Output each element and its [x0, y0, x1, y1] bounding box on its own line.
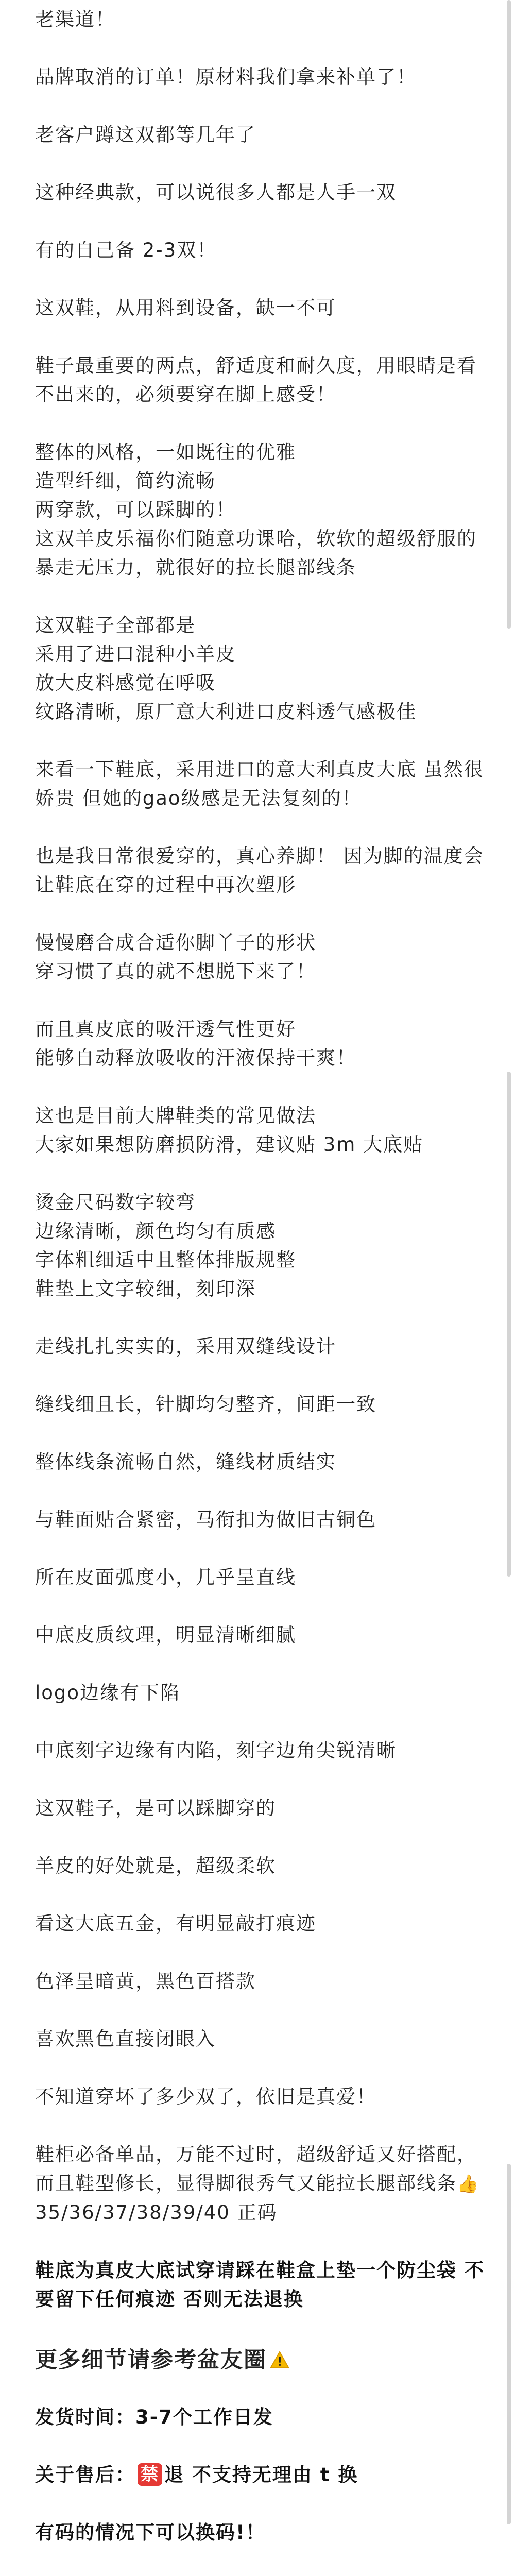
paragraph: 中底刻字边缘有内陷，刻字边角尖锐清晰	[35, 1739, 397, 1761]
more-details-heading: 更多细节请参考盆友圈	[35, 2343, 494, 2374]
thumbs-up-emoji: 👍	[457, 2174, 480, 2194]
paragraph: 色泽呈暗黄，黑色百搭款	[35, 1970, 256, 1992]
paragraph: 这种经典款，可以说很多人都是人手一双	[35, 181, 397, 204]
warning-icon	[270, 2351, 289, 2368]
forbidden-badge: 禁	[138, 2463, 162, 2486]
scrollbar-upper[interactable]	[507, 0, 511, 629]
after-sale-policy: 关于售后： 禁 退 不支持无理由 t 换	[35, 2464, 358, 2486]
exchange-note: 有码的情况下可以换码!！	[35, 2521, 266, 2544]
paragraph: 有的自己备 2-3双！	[35, 239, 217, 261]
paragraph: 鞋子最重要的两点，舒适度和耐久度，用眼睛是看不出来的，必须要穿在脚上感受！	[35, 354, 477, 405]
paragraph: 整体的风格，一如既往的优雅 造型纤细，简约流畅 两穿款，可以踩脚的！ 这双羊皮乐福你们随意功课哈，软软的超级舒服的 暴走无压力，就很好的拉长腿部线条	[35, 441, 477, 579]
paragraph: 而且真皮底的吸汗透气性更好 能够自动释放吸收的汗液保持干爽！	[35, 1018, 356, 1069]
paragraph: 这也是目前大牌鞋类的常见做法 大家如果想防磨损防滑，建议贴 3m 大底贴	[35, 1105, 424, 1156]
description-paragraphs	[35, 5, 494, 2111]
try-on-note: 鞋底为真皮大底试穿请踩在鞋盒上垫一个防尘袋 不要留下任何痕迹 否则无法退换	[35, 2259, 485, 2310]
scrollbar-lower[interactable]	[507, 2164, 511, 2524]
shipping-time: 发货时间：3-7个工作日发	[35, 2406, 273, 2428]
paragraph: 老客户蹲这双都等几年了	[35, 124, 256, 146]
paragraph: 缝线细且长，针脚均匀整齐，间距一致	[35, 1393, 376, 1415]
paragraph: 品牌取消的订单！原材料我们拿来补单了！	[35, 66, 417, 88]
paragraph: 所在皮面弧度小，几乎呈直线	[35, 1566, 296, 1588]
paragraph: 羊皮的好处就是，超级柔软	[35, 1855, 276, 1877]
paragraph: 慢慢磨合成合适你脚丫子的形状 穿习惯了真的就不想脱下来了！	[35, 931, 316, 982]
paragraph: 中底皮质纹理，明显清晰细腻	[35, 1624, 296, 1646]
paragraph: 来看一下鞋底，采用进口的意大利真皮大底 虽然很娇贵 但她的gao级感是无法复刻的！	[35, 758, 484, 809]
paragraph: 走线扎扎实实的，采用双缝线设计	[35, 1335, 336, 1358]
paragraph: 与鞋面贴合紧密，马衔扣为做旧古铜色	[35, 1509, 376, 1531]
paragraph: 这双鞋子全部都是 采用了进口混种小羊皮 放大皮料感觉在呼吸 纹路清晰，原厂意大利进口皮料透气感极佳	[35, 614, 417, 723]
paragraph: 喜欢黑色直接闭眼入	[35, 2028, 216, 2050]
paragraph: 这双鞋，从用料到设备，缺一不可	[35, 297, 336, 319]
closing-paragraph: 鞋柜必备单品，万能不过时，超级舒适又好搭配，而且鞋型修长，显得脚很秀气又能拉长腿部线条👍 35/36/37/38/39/40 正码	[35, 2143, 480, 2224]
paragraph: 这双鞋子，是可以踩脚穿的	[35, 1797, 276, 1819]
paragraph: 老渠道！	[35, 8, 115, 30]
paragraph: 看这大底五金，有明显敲打痕迹	[35, 1912, 316, 1935]
paragraph: 不知道穿坏了多少双了，依旧是真爱！	[35, 2086, 376, 2108]
paragraph: 烫金尺码数字较弯 边缘清晰，颜色均匀有质感 字体粗细适中且整体排版规整 鞋垫上文字较细，刻印深	[35, 1191, 296, 1300]
paragraph: 也是我日常很爱穿的，真心养脚！ 因为脚的温度会让鞋底在穿的过程中再次塑形	[35, 845, 484, 896]
scrollbar-middle[interactable]	[507, 1072, 511, 1577]
paragraph: logo边缘有下陷	[35, 1682, 181, 1704]
paragraph: 整体线条流畅自然，缝线材质结实	[35, 1451, 336, 1473]
